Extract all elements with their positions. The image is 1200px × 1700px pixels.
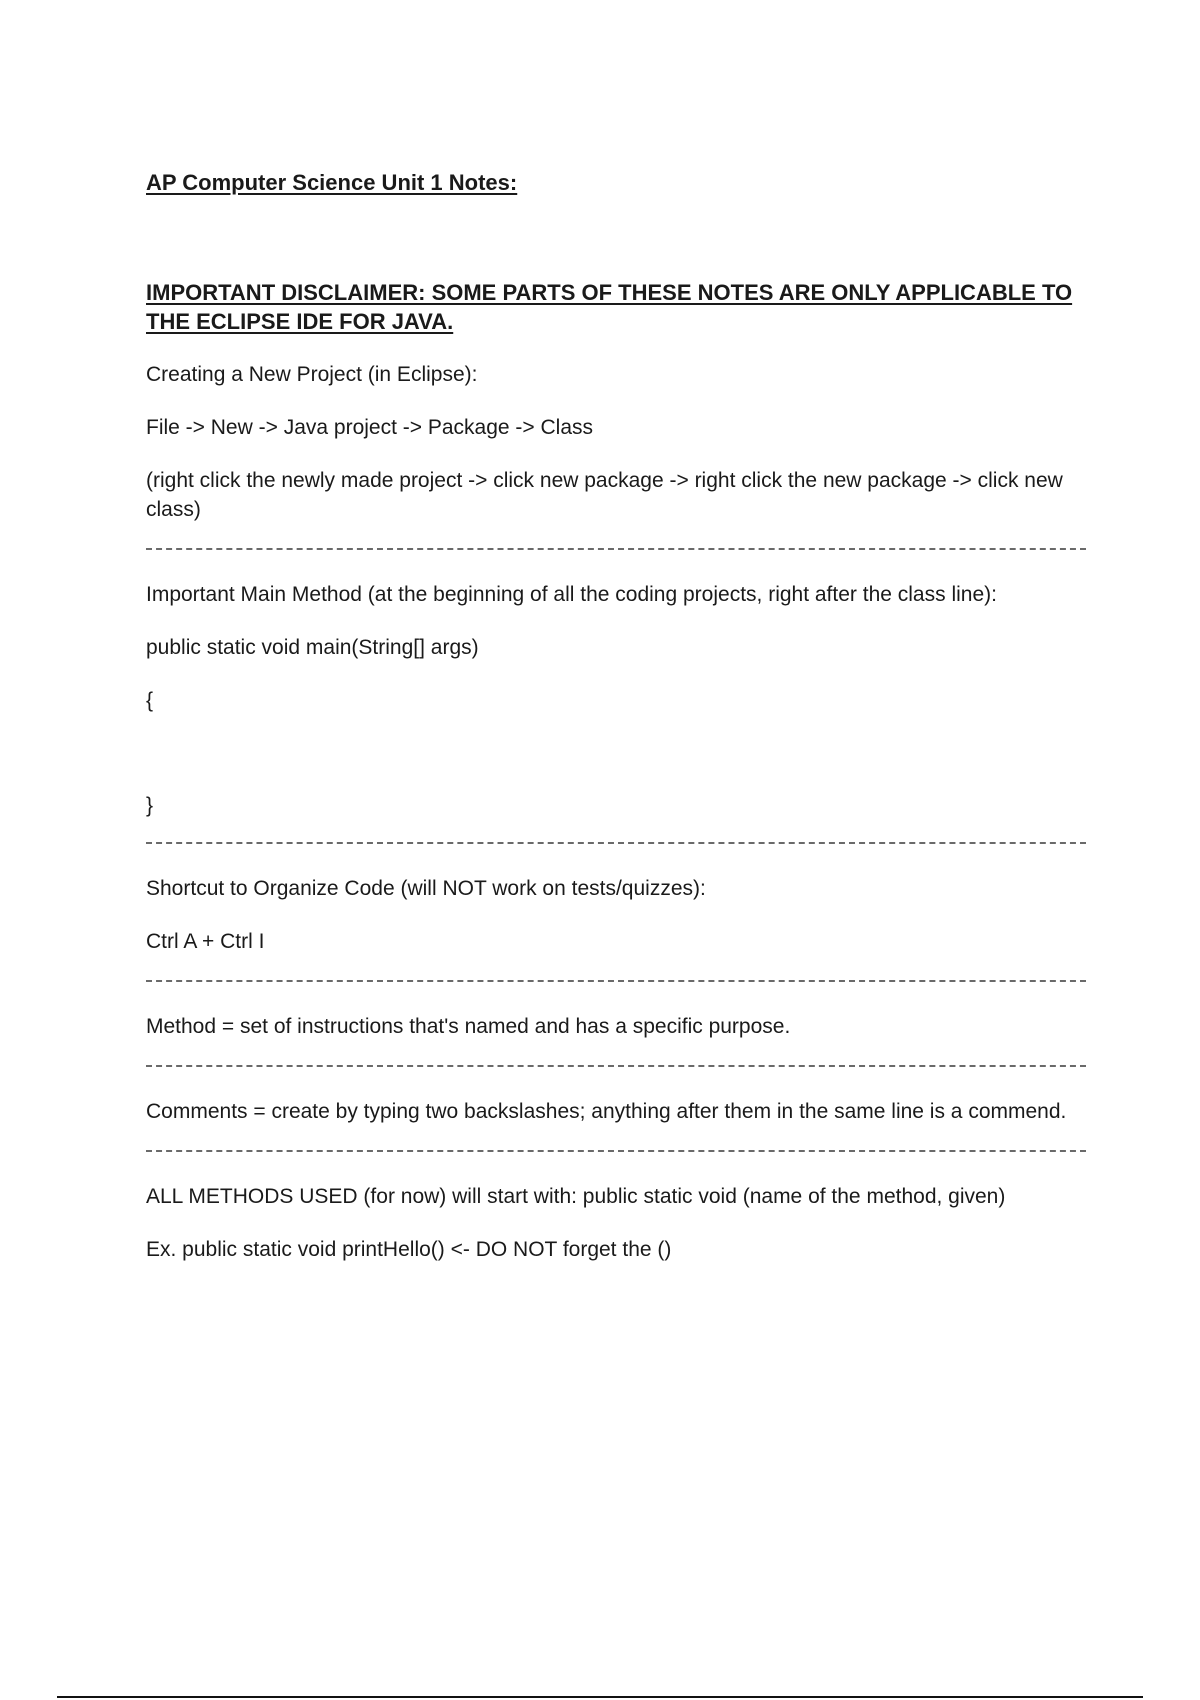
section-divider [146,1150,1086,1152]
comments-definition: Comments = create by typing two backslashes; anything after them in the same line is a commend. [146,1100,1067,1123]
page-title: AP Computer Science Unit 1 Notes: [146,170,518,195]
section-divider [146,548,1086,550]
section-divider [146,980,1086,982]
all-methods-note: ALL METHODS USED (for now) will start with: public static void (name of the method, given) [146,1185,1006,1208]
main-method-signature: public static void main(String[] args) [146,636,479,659]
section-divider [146,842,1086,844]
method-definition: Method = set of instructions that's named and has a specific purpose. [146,1015,791,1038]
shortcut-keys: Ctrl A + Ctrl I [146,930,265,953]
shortcut-heading: Shortcut to Organize Code (will NOT work on tests/quizzes): [146,877,706,900]
main-method-close-brace: } [146,794,154,817]
main-method-heading: Important Main Method (at the beginning of all the coding projects, right after the class line): [146,583,997,606]
section-divider [146,1065,1086,1067]
new-project-heading: Creating a New Project (in Eclipse): [146,363,478,386]
new-project-detail: (right click the newly made project -> click new package -> right click the new package -> click new class) [146,469,1063,521]
disclaimer-text: IMPORTANT DISCLAIMER: SOME PARTS OF THESE NOTES ARE ONLY APPLICABLE TO THE ECLIPSE IDE FOR JAVA. [146,280,1073,334]
all-methods-example: Ex. public static void printHello() <- DO NOT forget the () [146,1238,672,1261]
main-method-open-brace: { [146,689,154,712]
page-bottom-rule [57,1696,1143,1698]
new-project-path: File -> New -> Java project -> Package -> Class [146,416,594,439]
document-body [146,168,1086,1288]
